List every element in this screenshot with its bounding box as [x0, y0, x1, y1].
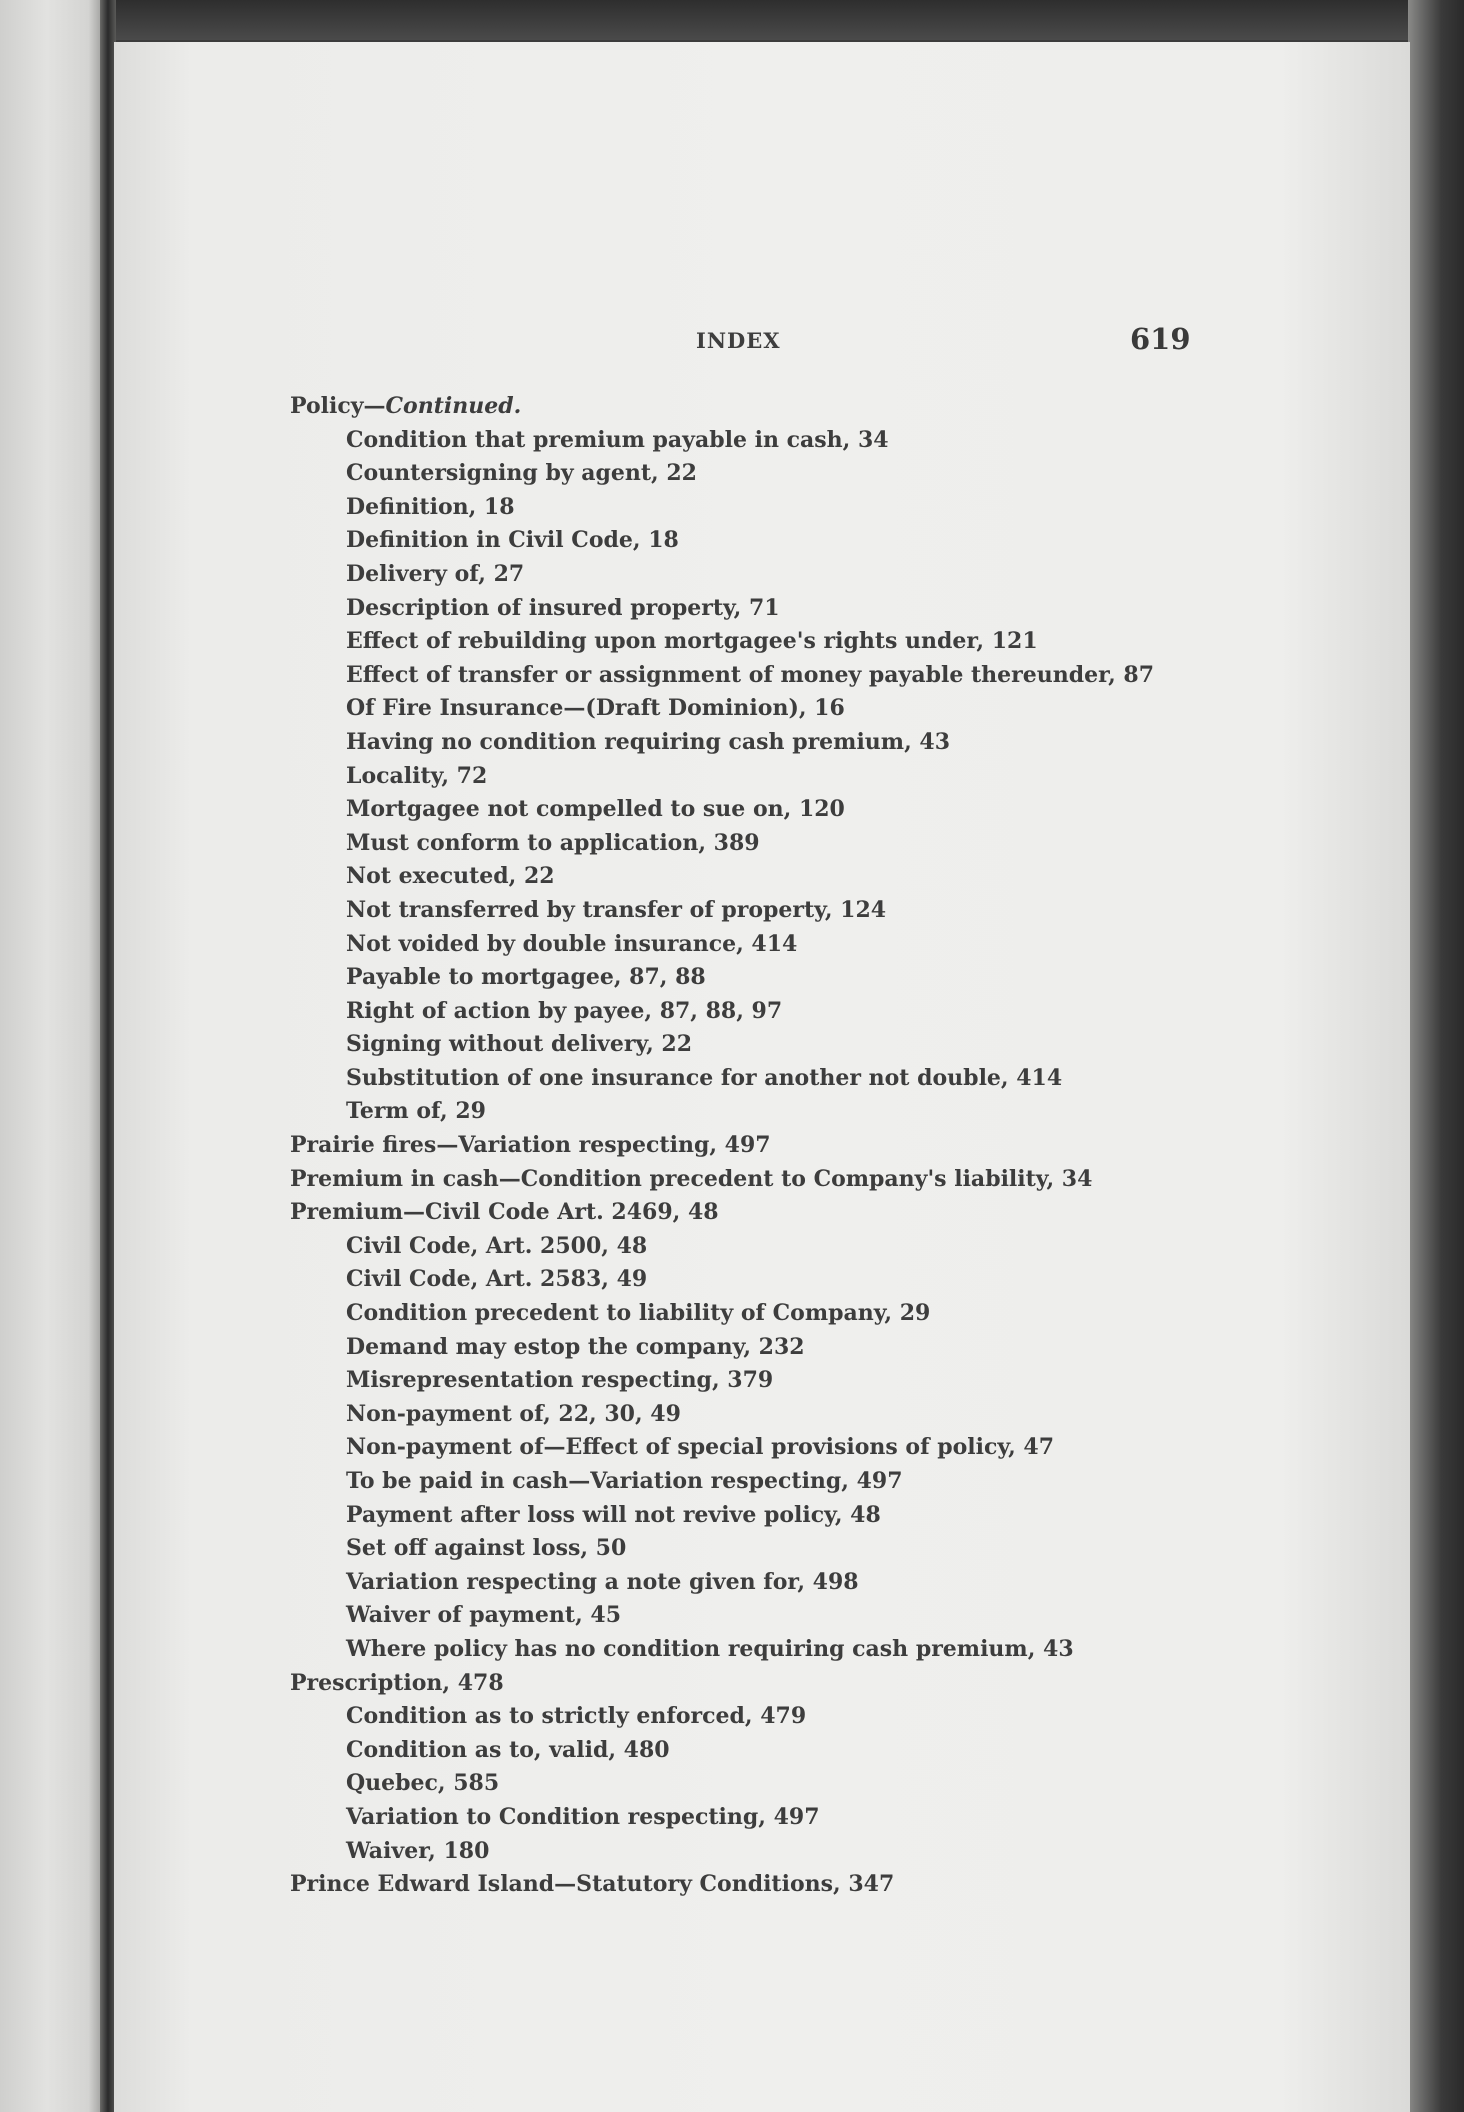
entry-text: Having no condition requiring cash premium, 43 [346, 728, 951, 755]
entry-text: Condition as to, valid, 480 [346, 1736, 670, 1763]
entry-text: Substitution of one insurance for another not double, 414 [346, 1064, 1063, 1091]
index-entries [114, 390, 1410, 1902]
entry-text: Condition precedent to liability of Company, 29 [346, 1300, 931, 1327]
running-title: INDEX [696, 328, 781, 353]
entry-text: Prescription, 478 [290, 1669, 504, 1696]
index-subentry [114, 524, 1410, 558]
index-subentry [114, 1431, 1410, 1465]
index-subentry [114, 1230, 1410, 1264]
index-subentry [114, 995, 1410, 1029]
entry-text: Of Fire Insurance—(Draft Dominion), 16 [346, 695, 845, 722]
entry-text: Condition that premium payable in cash, 34 [346, 426, 889, 453]
entry-text: Definition in Civil Code, 18 [346, 527, 679, 554]
entry-text: Signing without delivery, 22 [346, 1031, 693, 1058]
scan-top-border [0, 0, 1464, 40]
entry-text: To be paid in cash—Variation respecting, 497 [346, 1468, 903, 1494]
index-subentry [114, 1331, 1410, 1365]
index-subentry [114, 793, 1410, 827]
entry-text: Civil Code, Art. 2500, 48 [346, 1232, 648, 1259]
index-subentry [114, 625, 1410, 659]
entry-text: Civil Code, Art. 2583, 49 [346, 1266, 648, 1293]
entry-text: Right of action by payee, 87, 88, 97 [346, 997, 783, 1024]
page-number: 619 [1130, 322, 1191, 356]
index-subentry [114, 726, 1410, 760]
index-subentry [114, 692, 1410, 726]
entry-text: Mortgagee not compelled to sue on, 120 [346, 796, 845, 823]
entry-text: Must conform to application, 389 [346, 829, 760, 856]
entry-text: Waiver of payment, 45 [346, 1602, 622, 1629]
entry-text: Condition as to strictly enforced, 479 [346, 1703, 807, 1730]
index-subentry [114, 659, 1410, 693]
entry-continued-label: Continued. [385, 393, 522, 419]
entry-text: Delivery of, 27 [346, 560, 525, 587]
index-subentry [114, 1700, 1410, 1734]
entry-text: Variation respecting a note given for, 498 [346, 1568, 859, 1595]
entry-text: Payable to mortgagee, 87, 88 [346, 964, 706, 991]
entry-text: Non-payment of, 22, 30, 49 [346, 1400, 681, 1427]
index-subentry [114, 827, 1410, 861]
entry-text: Definition, 18 [346, 493, 515, 520]
entry-text: Misrepresentation respecting, 379 [346, 1367, 774, 1394]
index-subentry [114, 1028, 1410, 1062]
index-subentry [114, 558, 1410, 592]
index-subentry [114, 1398, 1410, 1432]
entry-text: Countersigning by agent, 22 [346, 460, 697, 487]
index-heading [114, 1129, 1410, 1163]
entry-text: Waiver, 180 [346, 1837, 490, 1864]
facing-page-edge [0, 0, 104, 2112]
index-subentry [114, 1095, 1410, 1129]
entry-text: Prince Edward Island—Statutory Conditions, 347 [290, 1871, 895, 1898]
entry-text: Set off against loss, 50 [346, 1535, 627, 1562]
index-subentry [114, 1297, 1410, 1331]
index-subentry [114, 592, 1410, 626]
index-subentry [114, 760, 1410, 794]
index-subentry [114, 457, 1410, 491]
entry-text: Quebec, 585 [346, 1770, 500, 1797]
index-subentry [114, 1532, 1410, 1566]
index-subentry [114, 1801, 1410, 1835]
entry-text: Payment after loss will not revive policy, 48 [346, 1501, 881, 1528]
entry-text: Effect of rebuilding upon mortgagee's rights under, 121 [346, 628, 1038, 655]
index-heading [114, 1667, 1410, 1701]
entry-text: Policy— [290, 393, 386, 419]
index-heading [114, 1868, 1410, 1902]
entry-text: Effect of transfer or assignment of money payable thereunder, 87 [346, 661, 1155, 688]
index-heading [114, 1196, 1410, 1230]
book-page [114, 42, 1410, 2112]
index-subentry [114, 1633, 1410, 1667]
entry-text: Where policy has no condition requiring cash premium, 43 [346, 1635, 1074, 1662]
index-subentry [114, 1566, 1410, 1600]
entry-text: Term of, 29 [346, 1098, 486, 1125]
index-subentry [114, 1263, 1410, 1297]
index-subentry [114, 860, 1410, 894]
entry-text: Locality, 72 [346, 762, 488, 789]
entry-text: Premium—Civil Code Art. 2469, 48 [290, 1199, 719, 1226]
index-subentry [114, 1835, 1410, 1869]
entry-text: Variation to Condition respecting, 497 [346, 1803, 820, 1830]
index-heading [114, 1163, 1410, 1197]
index-heading [114, 390, 1410, 424]
entry-text: Prairie fires—Variation respecting, 497 [290, 1132, 771, 1159]
index-subentry [114, 424, 1410, 458]
entry-text: Not executed, 22 [346, 863, 555, 890]
index-subentry [114, 1767, 1410, 1801]
entry-text: Demand may estop the company, 232 [346, 1333, 805, 1360]
index-subentry [114, 1465, 1410, 1499]
index-subentry [114, 1599, 1410, 1633]
page-header [114, 316, 1410, 366]
index-subentry [114, 928, 1410, 962]
index-subentry [114, 1364, 1410, 1398]
entry-text: Description of insured property, 71 [346, 594, 780, 621]
index-subentry [114, 961, 1410, 995]
index-subentry [114, 894, 1410, 928]
index-subentry [114, 1062, 1410, 1096]
entry-text: Not voided by double insurance, 414 [346, 930, 798, 957]
index-subentry [114, 1499, 1410, 1533]
entry-text: Premium in cash—Condition precedent to Company's liability, 34 [290, 1165, 1093, 1192]
index-subentry [114, 491, 1410, 525]
entry-text: Non-payment of—Effect of special provisions of policy, 47 [346, 1434, 1055, 1461]
scan-right-border [1408, 0, 1464, 2112]
entry-text: Not transferred by transfer of property, 124 [346, 896, 887, 923]
index-subentry [114, 1734, 1410, 1768]
